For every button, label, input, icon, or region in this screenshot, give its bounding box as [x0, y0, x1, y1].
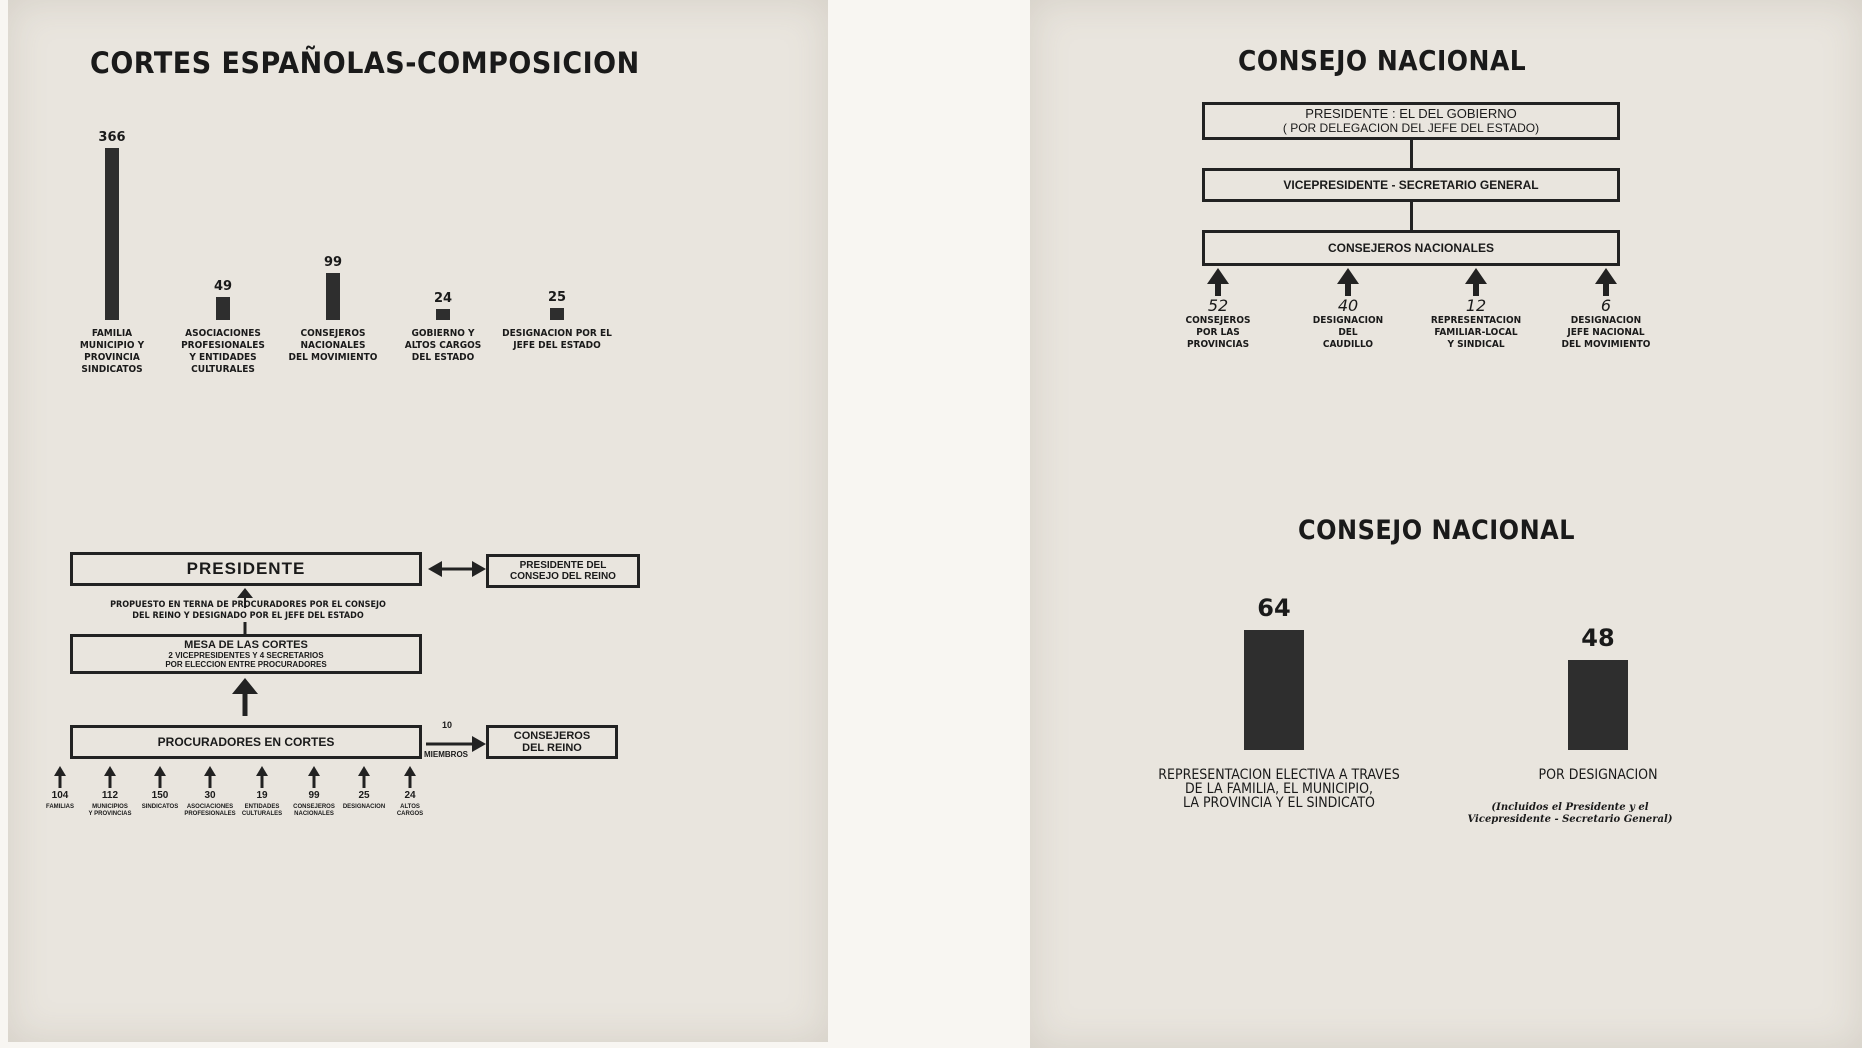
members-count: 10	[442, 720, 453, 730]
source-label: ALTOS CARGOS	[396, 804, 424, 817]
consejo-chart-title: CONSEJO NACIONAL	[1298, 514, 1576, 546]
source-label: ENTIDADES CULTURALES	[241, 804, 283, 817]
procuradores-label: PROCURADORES EN CORTES	[157, 735, 335, 749]
presidente-consejo-label: PRESIDENTE DEL CONSEJO DEL REINO	[510, 560, 616, 582]
presidente-label: PRESIDENTE	[186, 559, 306, 578]
mesa-subtitle: 2 VICEPRESIDENTES Y 4 SECRETARIOS POR ELECCION ENTRE PROCURADORES	[165, 651, 327, 669]
source-count: 150	[151, 790, 169, 801]
source-count: 19	[256, 790, 268, 801]
category-label: FAMILIA MUNICIPIO Y PROVINCIA SINDICATOS	[79, 328, 145, 375]
source-label: DESIGNACION JEFE NACIONAL DEL MOVIMIENTO	[1561, 315, 1651, 350]
consejo-presidente-line2: ( POR DELEGACION DEL JEFE DEL ESTADO)	[1282, 121, 1540, 135]
consejeros-nacionales-label: CONSEJEROS NACIONALES	[1327, 241, 1495, 255]
bar-value-label: 64	[1257, 594, 1291, 622]
consejo-org-title: CONSEJO NACIONAL	[1238, 44, 1527, 77]
source-count: 30	[204, 790, 216, 801]
source-label: REPRESENTACION FAMILIAR-LOCAL Y SINDICAL	[1430, 315, 1522, 350]
bar	[1244, 630, 1304, 750]
source-label: ASOCIACIONES PROFESIONALES	[184, 804, 236, 817]
members-label: MIEMBROS	[424, 750, 468, 759]
bar-value-label: 48	[1581, 624, 1615, 652]
propuesto-text: PROPUESTO EN TERNA DE PROCURADORES POR EL CONSEJO DEL REINO Y DESIGNADO POR EL JEFE DEL ESTADO	[110, 600, 386, 621]
cortes-chart-title: CORTES ESPAÑOLAS-COMPOSICION	[90, 46, 640, 81]
source-count: 12	[1465, 296, 1487, 315]
source-label: CONSEJEROS NACIONALES	[293, 804, 335, 817]
mesa-title: MESA DE LAS CORTES	[184, 639, 308, 651]
source-label: MUNICIPIOS Y PROVINCIAS	[88, 804, 132, 817]
consejeros-reino-label: CONSEJEROS DEL REINO	[513, 730, 591, 754]
source-count: 6	[1600, 296, 1612, 315]
source-label: DESIGNACION DEL CAUDILLO	[1312, 315, 1384, 350]
source-count: 99	[308, 790, 320, 801]
left-page	[8, 0, 828, 1042]
source-count: 52	[1207, 296, 1229, 315]
bar-value-label: 49	[213, 278, 233, 294]
category-label: CONSEJEROS NACIONALES DEL MOVIMIENTO	[288, 328, 378, 363]
bar-value-label: 99	[323, 255, 343, 271]
source-label: FAMILIAS	[46, 804, 74, 810]
bar-value-label: 366	[98, 130, 126, 145]
category-label: GOBIERNO Y ALTOS CARGOS DEL ESTADO	[404, 328, 482, 363]
designacion-note: (Incluidos el Presidente y el Vicepresidente - Secretario General)	[1467, 802, 1673, 825]
source-label: DESIGNACION	[342, 804, 386, 810]
bar-value-label: 24	[433, 290, 453, 306]
source-label: SINDICATOS	[141, 804, 179, 810]
source-count: 40	[1337, 296, 1359, 315]
category-label: DESIGNACION POR EL JEFE DEL ESTADO	[502, 328, 612, 351]
category-label: ASOCIACIONES PROFESIONALES Y ENTIDADES CULTURALES	[181, 328, 265, 375]
source-count: 25	[358, 790, 370, 801]
source-count: 24	[404, 790, 416, 801]
arrow-up-icon	[8, 0, 828, 1042]
category-label: REPRESENTACION ELECTIVA A TRAVES DE LA FAMILIA, EL MUNICIPIO, LA PROVINCIA Y EL SINDICATO	[1158, 767, 1400, 811]
right-page	[1030, 0, 1862, 1048]
vicepresidente-label: VICEPRESIDENTE - SECRETARIO GENERAL	[1283, 178, 1539, 192]
source-label: CONSEJEROS POR LAS PROVINCIAS	[1185, 315, 1251, 350]
bar	[1568, 660, 1628, 750]
bar-value-label: 25	[547, 290, 567, 306]
category-label: POR DESIGNACION	[1538, 767, 1658, 783]
consejo-presidente-line1: PRESIDENTE : EL DEL GOBIERNO	[1305, 106, 1517, 121]
source-count: 112	[101, 790, 119, 801]
source-count: 104	[51, 790, 69, 801]
